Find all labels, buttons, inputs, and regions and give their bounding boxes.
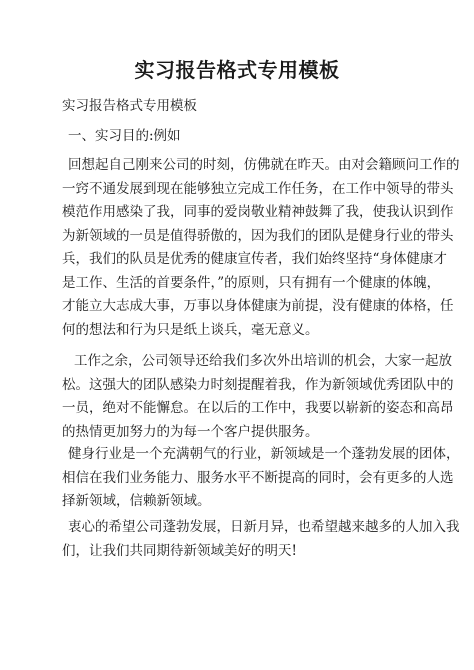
paragraph-line: 兵，我们的队员是优秀的健康宣传者，我们始终坚持“身体健康才 bbox=[62, 251, 447, 267]
paragraph-3 bbox=[62, 443, 460, 514]
paragraph-1 bbox=[62, 154, 460, 342]
paragraph-line: 工作之余，公司领导还给我们多次外出培训的机会，大家一起放 bbox=[74, 353, 452, 369]
paragraph-line: 是工作、生活的首要条件，”的原则，只有拥有一个健康的体魄， bbox=[62, 274, 441, 291]
paragraph-line: 何的想法和行为只是纸上谈兵，毫无意义。 bbox=[62, 321, 319, 338]
paragraph-line: 们，让我们共同期待新领域美好的明天! bbox=[62, 542, 297, 559]
paragraph-line: 一窍不通发展到现在能够独立完成工作任务，在工作中领导的带头 bbox=[62, 180, 454, 197]
paragraph-2 bbox=[62, 350, 454, 444]
paragraph-line: 健身行业是一个充满朝气的行业，新领域是一个蓬勃发展的团体， bbox=[68, 446, 460, 462]
paragraph-line: 为新领域的一员是值得骄傲的，因为我们的团队是健身行业的带头 bbox=[62, 227, 454, 244]
paragraph-line: 一员，绝对不能懈怠。在以后的工作中，我要以崭新的姿态和高昂 bbox=[62, 400, 454, 416]
document-title: 实习报告格式专用模板 bbox=[134, 58, 340, 82]
section-heading: 一、实习目的:例如 bbox=[68, 128, 181, 144]
paragraph-line: 的热情更加努力的为每一个客户提供服务。 bbox=[62, 423, 319, 440]
paragraph-line: 模范作用感染了我，同事的爱岗敬业精神鼓舞了我，使我认识到作 bbox=[62, 204, 454, 220]
paragraph-line: 松。这强大的团队感染力时刻提醒着我，作为新领域优秀团队中的 bbox=[62, 376, 454, 393]
paragraph-4 bbox=[62, 516, 460, 563]
paragraph-line: 才能立大志成大事，万事以身体健康为前提，没有健康的体格，任 bbox=[62, 298, 454, 314]
paragraph-line: 衷心的希望公司蓬勃发展，日新月异，也希望越来越多的人加入我 bbox=[68, 519, 460, 535]
paragraph-line: 相信在我们业务能力、服务水平不断提高的同时，会有更多的人选 bbox=[62, 469, 454, 486]
document-subtitle: 实习报告格式专用模板 bbox=[62, 98, 197, 114]
paragraph-line: 回想起自己刚来公司的时刻，仿佛就在昨天。由对会籍顾问工作的 bbox=[68, 157, 460, 173]
paragraph-line: 择新领域，信赖新领域。 bbox=[62, 493, 211, 509]
